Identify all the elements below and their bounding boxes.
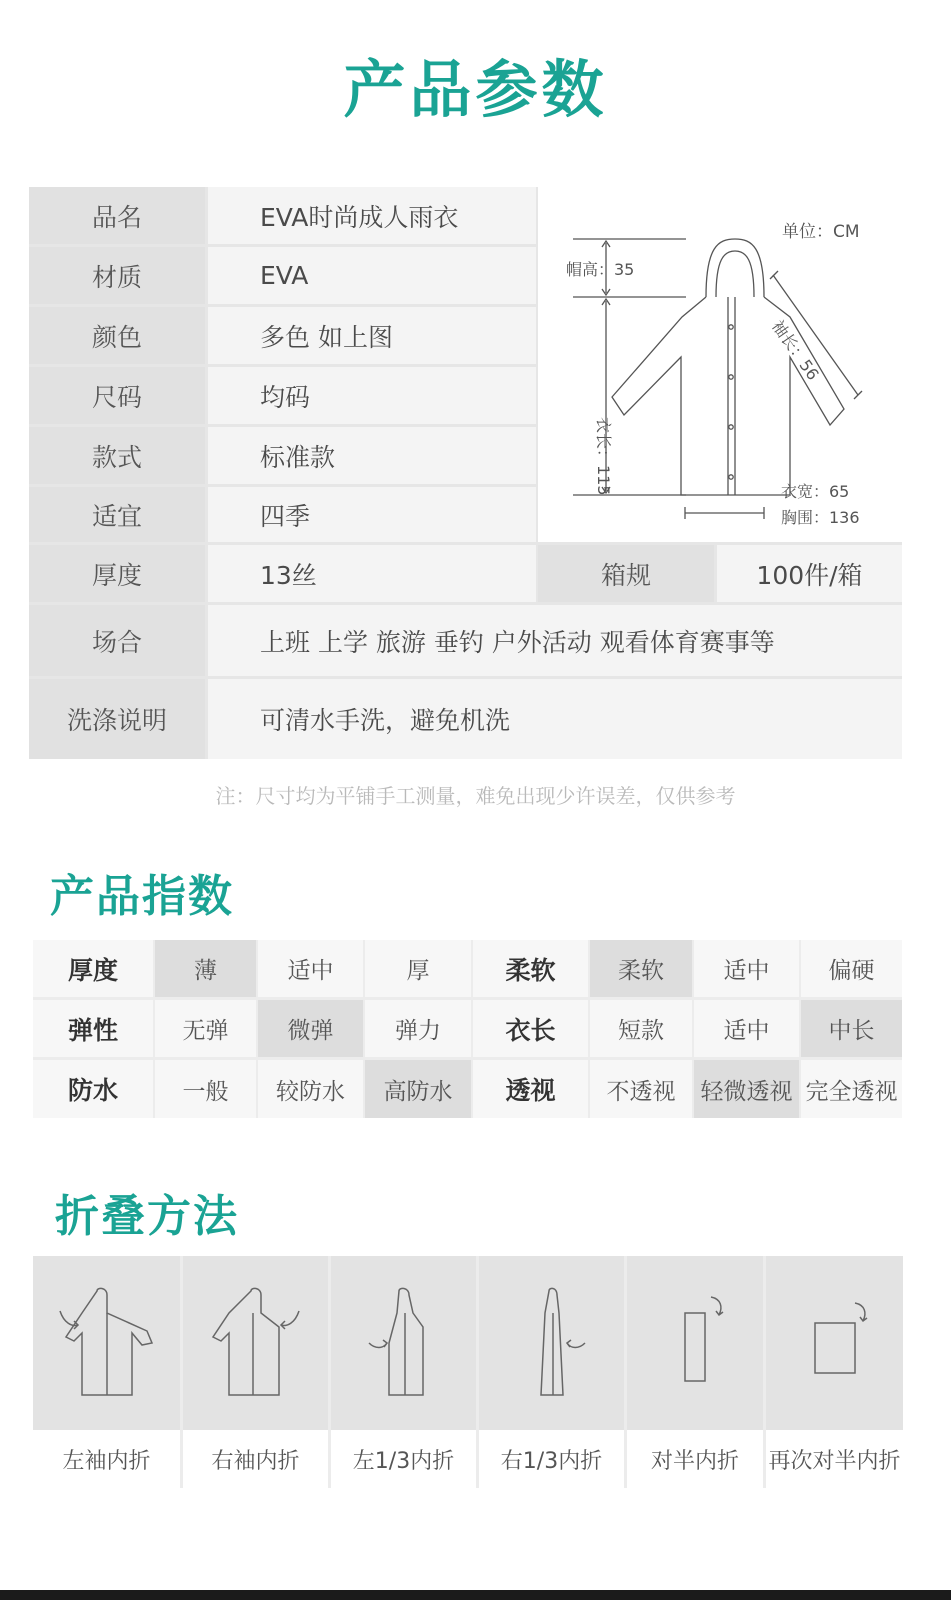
spec-label: 颜色 xyxy=(29,307,205,364)
fold-step-image xyxy=(331,1256,476,1430)
index-option: 厚 xyxy=(365,940,471,997)
unit-label: 单位：CM xyxy=(782,222,860,242)
coat-double-half-fold-icon xyxy=(785,1283,885,1403)
index-option: 无弹 xyxy=(155,1000,256,1057)
index-option: 适中 xyxy=(694,940,799,997)
coat-left-third-fold-icon xyxy=(349,1283,459,1403)
fold-step-image xyxy=(479,1256,624,1430)
fold-steps xyxy=(33,1256,903,1488)
spec-value: 均码 xyxy=(208,367,536,424)
index-option: 偏硬 xyxy=(801,940,902,997)
index-title: 产品指数 xyxy=(50,871,234,922)
index-attribute-label: 衣长 xyxy=(473,1000,588,1057)
size-diagram xyxy=(538,187,902,542)
spec-value: 多色 如上图 xyxy=(208,307,536,364)
fold-title: 折叠方法 xyxy=(55,1191,239,1242)
spec-label: 洗涤说明 xyxy=(29,679,205,759)
spec-value: 标准款 xyxy=(208,427,536,484)
index-option: 弹力 xyxy=(365,1000,471,1057)
fold-step-label: 左袖内折 xyxy=(33,1430,180,1488)
index-attribute-label: 厚度 xyxy=(33,940,153,997)
index-attribute-label: 透视 xyxy=(473,1060,588,1118)
spec-label: 材质 xyxy=(29,247,205,304)
spec-label: 尺码 xyxy=(29,367,205,424)
page-title: 产品参数 xyxy=(343,53,608,126)
fold-step-label: 左1/3内折 xyxy=(331,1430,476,1488)
index-option: 较防水 xyxy=(258,1060,363,1118)
spec-label: 款式 xyxy=(29,427,205,484)
chest-label: 胸围：136 xyxy=(781,508,860,527)
fold-step-label: 右袖内折 xyxy=(183,1430,328,1488)
fold-step-label: 右1/3内折 xyxy=(479,1430,624,1488)
spec-value: 100件/箱 xyxy=(717,545,902,602)
index-attribute-label: 防水 xyxy=(33,1060,153,1118)
index-attribute-label: 柔软 xyxy=(473,940,588,997)
spec-label: 箱规 xyxy=(538,545,714,602)
measurement-note: 注：尺寸均为平铺手工测量，难免出现少许误差，仅供参考 xyxy=(215,784,736,808)
length-label: 衣长：115 xyxy=(594,417,613,496)
coat-left-sleeve-fold-icon xyxy=(52,1283,162,1403)
fold-step-image xyxy=(766,1256,903,1430)
spec-table xyxy=(29,187,902,759)
fold-step-image xyxy=(183,1256,328,1430)
index-option-selected: 轻微透视 xyxy=(694,1060,799,1118)
fold-step-label: 再次对半内折 xyxy=(766,1430,903,1488)
spec-value: 13丝 xyxy=(208,545,536,602)
index-option: 完全透视 xyxy=(801,1060,902,1118)
hood-height-label: 帽高：35 xyxy=(566,260,635,279)
index-option-selected: 高防水 xyxy=(365,1060,471,1118)
index-option: 短款 xyxy=(590,1000,692,1057)
spec-value: 上班 上学 旅游 垂钓 户外活动 观看体育赛事等 xyxy=(208,605,902,676)
fold-step-label: 对半内折 xyxy=(627,1430,763,1488)
fold-step-image xyxy=(627,1256,763,1430)
fold-step-image xyxy=(33,1256,180,1430)
index-option-selected: 柔软 xyxy=(590,940,692,997)
index-option: 一般 xyxy=(155,1060,256,1118)
index-option: 不透视 xyxy=(590,1060,692,1118)
spec-label: 场合 xyxy=(29,605,205,676)
spec-value: 可清水手洗，避免机洗 xyxy=(208,679,902,759)
bottom-strip xyxy=(0,1590,951,1600)
index-option-selected: 薄 xyxy=(155,940,256,997)
spec-label: 厚度 xyxy=(29,545,205,602)
coat-half-fold-icon xyxy=(645,1283,745,1403)
index-option: 适中 xyxy=(258,940,363,997)
index-option-selected: 微弹 xyxy=(258,1000,363,1057)
width-label: 衣宽：65 xyxy=(781,482,850,501)
index-option: 适中 xyxy=(694,1000,799,1057)
coat-right-sleeve-fold-icon xyxy=(201,1283,311,1403)
index-table xyxy=(33,940,902,1118)
spec-value: EVA xyxy=(208,247,536,304)
index-attribute-label: 弹性 xyxy=(33,1000,153,1057)
spec-value: EVA时尚成人雨衣 xyxy=(208,187,536,244)
sleeve-label: 袖长：56 xyxy=(767,316,823,384)
index-option-selected: 中长 xyxy=(801,1000,902,1057)
spec-label: 适宜 xyxy=(29,487,205,542)
coat-right-third-fold-icon xyxy=(497,1283,607,1403)
spec-value: 四季 xyxy=(208,487,536,542)
spec-label: 品名 xyxy=(29,187,205,244)
